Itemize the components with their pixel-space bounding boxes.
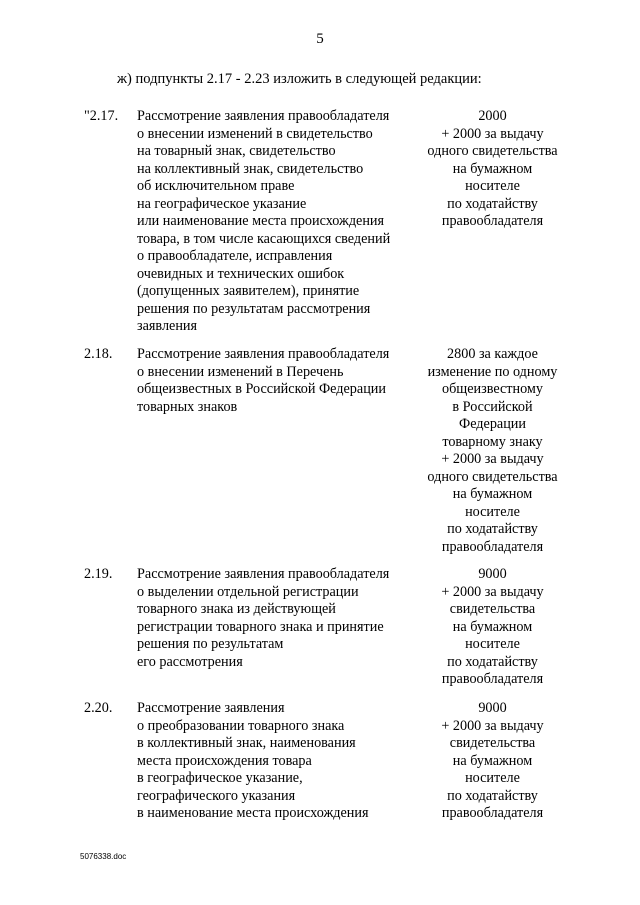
item-number: 2.18. bbox=[84, 346, 113, 362]
fee-line: + 2000 за выдачу bbox=[441, 717, 544, 734]
description-line: на коллективный знак, свидетельство bbox=[137, 160, 364, 177]
description-line: решения по результатам рассмотрения bbox=[137, 300, 371, 317]
fee-line: по ходатайству bbox=[447, 195, 538, 212]
description-line: на товарный знак, свидетельство bbox=[137, 143, 336, 159]
description-line: о внесении изменений в свидетельство bbox=[137, 125, 373, 142]
description-line: в коллективный знак, наименования bbox=[137, 735, 356, 751]
fee-line: 2000 bbox=[478, 108, 507, 124]
item-description bbox=[137, 700, 417, 823]
fee-line: на бумажном bbox=[452, 618, 533, 635]
fee-line: в Российской bbox=[452, 398, 533, 415]
item-fee bbox=[415, 566, 570, 689]
description-line: об исключительном праве bbox=[137, 178, 295, 194]
description-line: о правообладателе, исправления bbox=[137, 248, 333, 264]
description-line: регистрации товарного знака и принятие bbox=[137, 618, 384, 635]
description-line: места происхождения товара bbox=[137, 752, 312, 769]
item-description bbox=[137, 346, 417, 416]
description-line: очевидных и технических ошибок bbox=[137, 265, 345, 282]
description-line: на географическое указание bbox=[137, 195, 307, 212]
fee-line: на бумажном bbox=[452, 752, 533, 769]
description-line: или наименование места происхождения bbox=[137, 213, 385, 229]
description-line: о внесении изменений в Перечень bbox=[137, 363, 344, 380]
fee-line: + 2000 за выдачу bbox=[441, 125, 544, 142]
fee-line: 9000 bbox=[478, 700, 507, 716]
item-fee bbox=[415, 346, 570, 556]
fee-line: одного свидетельства bbox=[427, 468, 558, 485]
description-line: Рассмотрение заявления правообладателя bbox=[137, 566, 390, 582]
fee-line: + 2000 за выдачу bbox=[441, 451, 544, 467]
document-filename: 5076338.doc bbox=[80, 852, 127, 861]
fee-line: 9000 bbox=[478, 566, 507, 582]
description-line: общеизвестных в Российской Федерации bbox=[137, 381, 386, 397]
fee-line: общеизвестному bbox=[442, 381, 543, 397]
fee-line: на бумажном bbox=[452, 160, 533, 177]
fee-line: правообладателя bbox=[441, 213, 544, 229]
description-line: Рассмотрение заявления bbox=[137, 700, 285, 716]
fee-line: по ходатайству bbox=[447, 653, 538, 670]
description-line: о выделении отдельной регистрации bbox=[137, 583, 359, 600]
description-line: Рассмотрение заявления правообладателя bbox=[137, 346, 390, 362]
description-line: товарного знака из действующей bbox=[137, 601, 336, 617]
description-line: в географическое указание, bbox=[137, 770, 303, 786]
description-line: заявления bbox=[137, 318, 198, 334]
description-line: решения по результатам bbox=[137, 636, 284, 652]
fee-line: правообладателя bbox=[441, 538, 544, 555]
fee-line: правообладателя bbox=[441, 671, 544, 687]
fee-line: Федерации bbox=[458, 416, 526, 432]
fee-line: носителе bbox=[465, 770, 520, 786]
item-number: 2.20. bbox=[84, 700, 113, 716]
description-line: (допущенных заявителем), принятие bbox=[137, 283, 360, 299]
fee-line: изменение по одному bbox=[427, 363, 558, 380]
item-description bbox=[137, 566, 417, 671]
item-description bbox=[137, 108, 417, 336]
fee-line: по ходатайству bbox=[447, 521, 538, 537]
item-number: 2.19. bbox=[84, 566, 113, 582]
description-line: товарных знаков bbox=[137, 398, 238, 415]
fee-line: носителе bbox=[465, 503, 520, 520]
description-line: Рассмотрение заявления правообладателя bbox=[137, 108, 390, 124]
item-fee bbox=[415, 108, 570, 231]
fee-line: + 2000 за выдачу bbox=[441, 583, 544, 600]
fee-line: одного свидетельства bbox=[427, 143, 558, 159]
fee-line: на бумажном bbox=[452, 486, 533, 502]
item-fee bbox=[415, 700, 570, 823]
description-line: географического указания bbox=[137, 787, 296, 804]
description-line: товара, в том числе касающихся сведений bbox=[137, 230, 391, 247]
fee-line: свидетельства bbox=[449, 601, 536, 617]
fee-line: носителе bbox=[465, 178, 520, 194]
description-line: в наименование места происхождения bbox=[137, 805, 369, 821]
description-line: о преобразовании товарного знака bbox=[137, 717, 345, 734]
intro-paragraph: ж) подпункты 2.17 - 2.23 изложить в следующей редакции: bbox=[117, 71, 482, 87]
fee-line: 2800 за каждое bbox=[447, 346, 538, 362]
item-number: "2.17. bbox=[84, 108, 119, 124]
fee-line: правообладателя bbox=[441, 805, 544, 821]
fee-line: товарному знаку bbox=[442, 433, 543, 450]
description-line: его рассмотрения bbox=[137, 653, 243, 670]
fee-line: свидетельства bbox=[449, 735, 536, 751]
fee-line: по ходатайству bbox=[447, 787, 538, 804]
fee-line: носителе bbox=[465, 636, 520, 652]
page-number: 5 bbox=[316, 31, 324, 47]
